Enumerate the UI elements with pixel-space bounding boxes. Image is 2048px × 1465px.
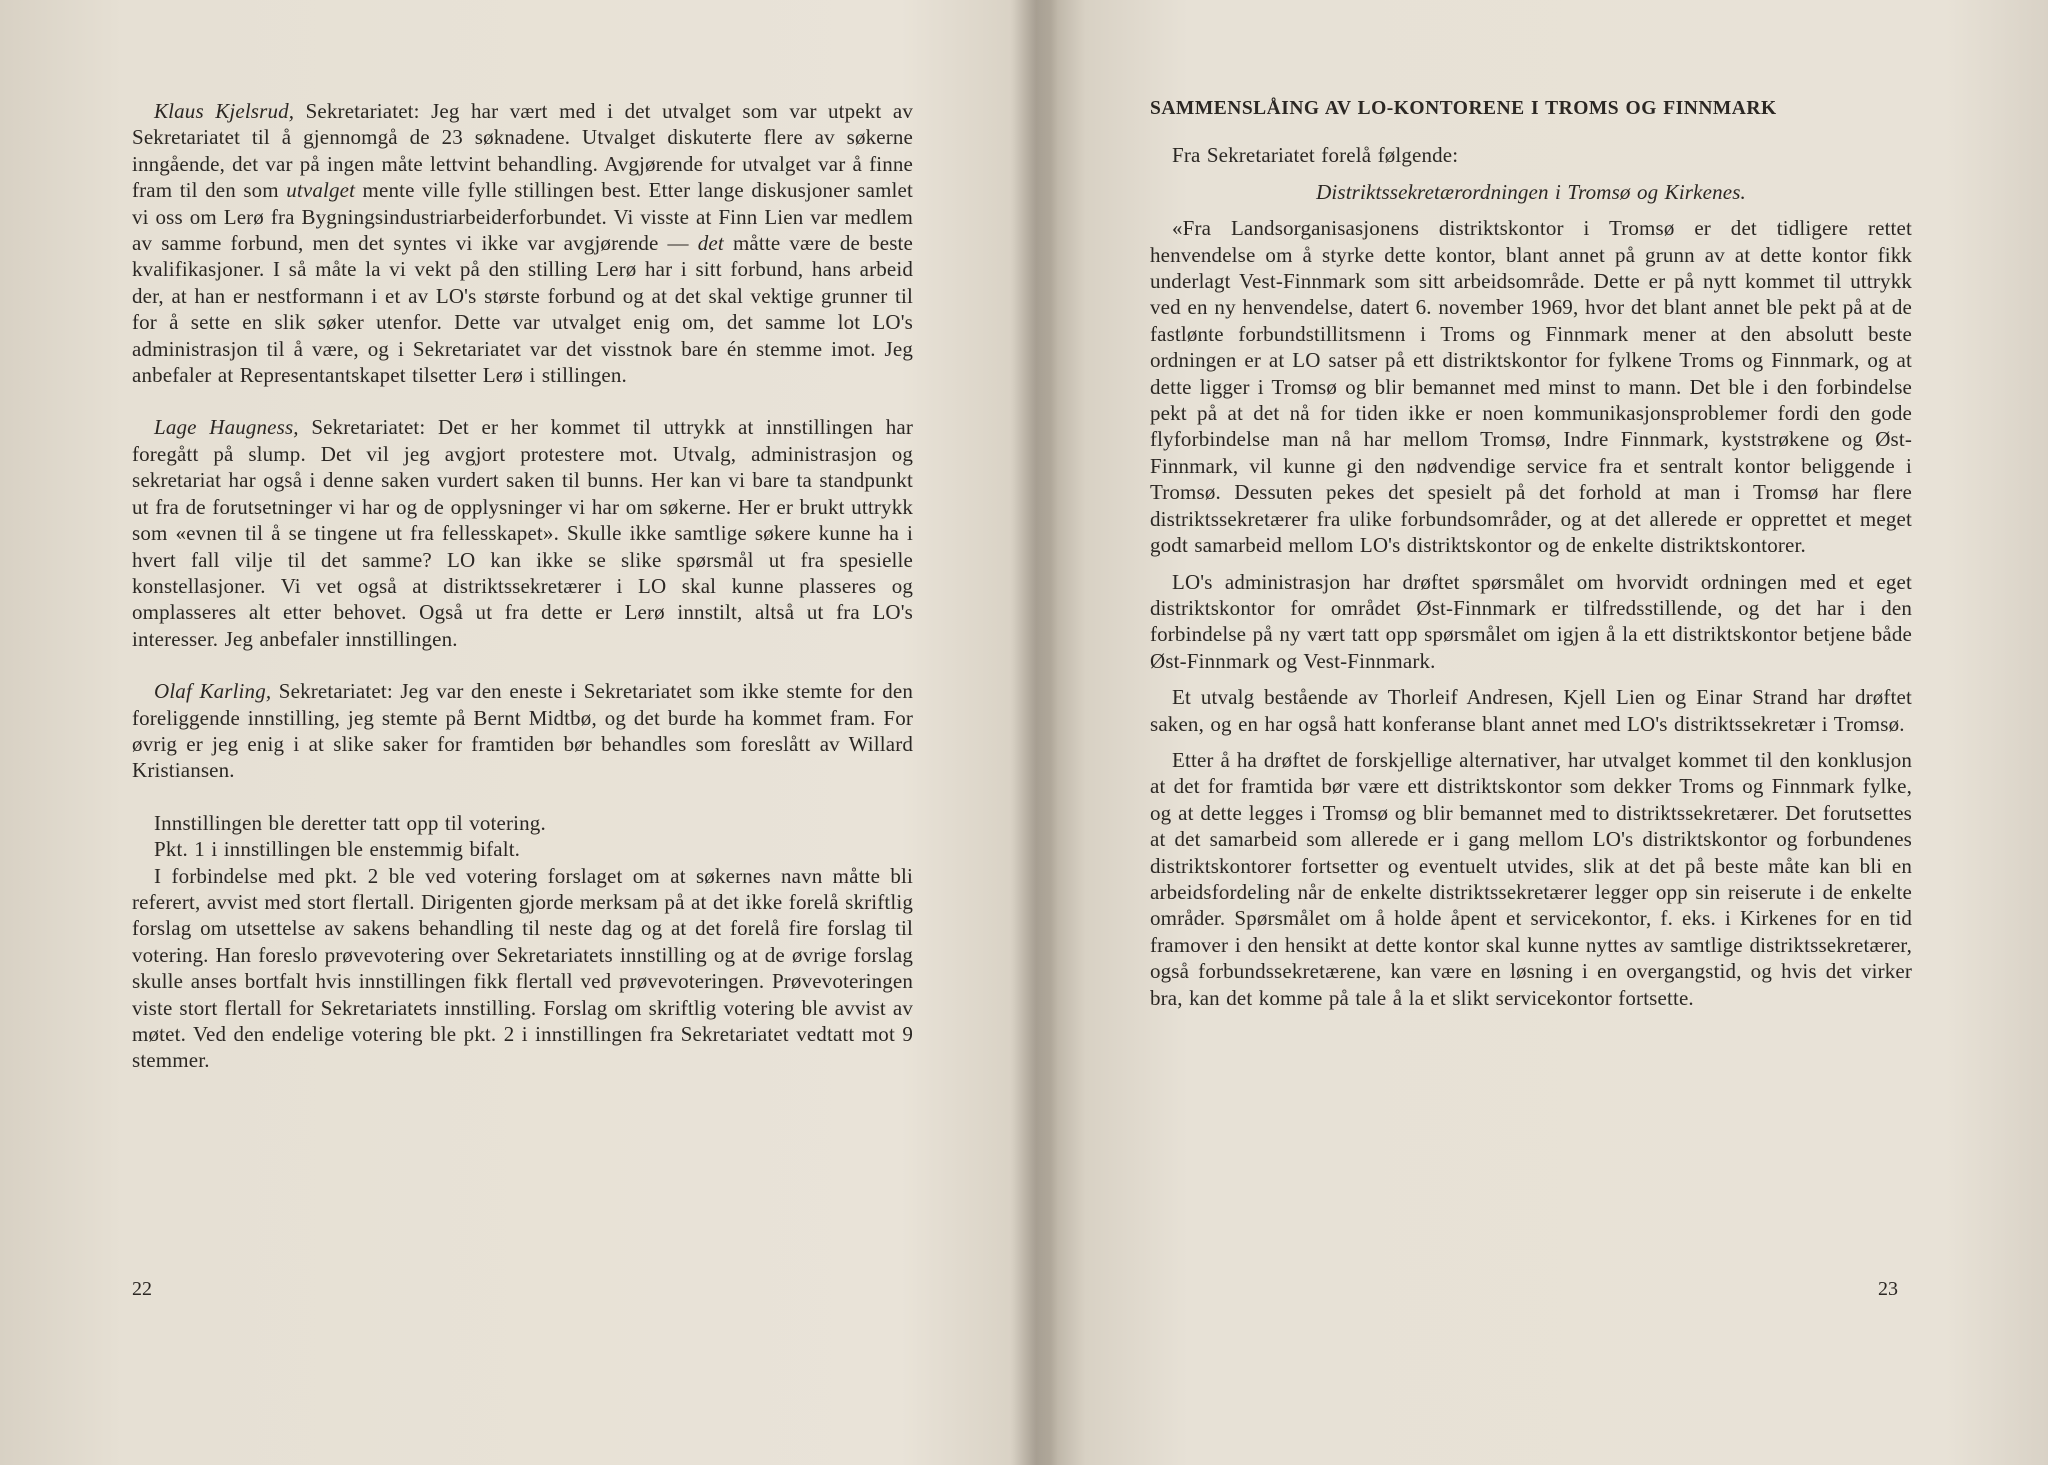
speaker-name: Klaus Kjelsrud, bbox=[154, 99, 295, 123]
body-paragraph: LO's administrasjon har drøftet spørsmålet om hvorvidt ordningen med et eget distriktskontor for området Øst-Finnmark er tilfredsstillende, og det har i den forbindelse på ny vært tatt opp spørsmålet om igjen å la ett distriktskontor betjene både Øst-Finnmark og Vest-Finnmark. bbox=[1150, 569, 1912, 673]
subheading: Distriktssekretærordningen i Tromsø og Kirkenes. bbox=[1316, 179, 1746, 204]
intro-line: Fra Sekretariatet forelå følgende: bbox=[1172, 143, 1459, 168]
right-text-column bbox=[1150, 96, 1912, 1011]
left-text-column bbox=[132, 98, 913, 1074]
voting-line: Pkt. 1 i innstillingen ble enstemmig bifalt. bbox=[154, 837, 521, 862]
voting-line: Innstillingen ble deretter tatt opp til votering. bbox=[154, 810, 546, 835]
speech-kjelsrud: Klaus Kjelsrud, Sekretariatet: Jeg har vært med i det utvalget som var utpekt av Sekretariatet til å gjennomgå de 23 søknadene. Utvalget diskuterte flere av søkerne inngående, det var på ingen måte lettvint behandling. Avgjørende for utvalget var å finne fram til den som utvalget mente ville fylle stillingen best. Etter lange diskusjoner samlet vi oss om Lerø fra Bygningsindustriarbeiderforbundet. Vi visste at Finn Lien var medlem av samme forbund, men det syntes vi ikke var avgjørende — det måtte være de beste kvalifikasjoner. I så måte la vi vekt på den stilling Lerø har i sitt forbund, hans arbeid der, at han er nestformann i et av LO's største forbund og at det skal vektige grunner til for å sette en slik søker utenfor. Dette var utvalget enig om, det samme lot LO's administrasjon til å være, og i Sekretariatet var det visstnok bare én stemme imot. Jeg anbefaler at Representantskapet tilsetter Lerø i stillingen. bbox=[132, 99, 913, 388]
voting-line: I forbindelse med pkt. 2 ble ved votering forslaget om at søkernes navn måtte bli referert, avvist med stort flertall. Dirigenten gjorde merksam på at det ikke forelå skriftlig forslag om utsettelse av sakens behandling til neste dag og at det forelå fire forslag til votering. Han foreslo prøvevotering over Sekretariatets innstilling og at de øvrige forslag skulle anses bortfalt hvis innstillingen fikk flertall ved prøvevoteringen. Prøvevoteringen viste stort flertall for Sekretariatets innstilling. Forslag om skriftlig votering ble avvist av møtet. Ved den endelige votering ble pkt. 2 i innstillingen fra Sekretariatet vedtatt mot 9 stemmer. bbox=[132, 863, 913, 1073]
speech-karling: Olaf Karling, Sekretariatet: Jeg var den eneste i Sekretariatet som ikke stemte for den foreliggende innstilling, jeg stemte på Bernt Midtbø, og det burde ha kommet fram. For øvrig er jeg enig i at slike saker for framtiden bør behandles som foreslått av Willard Kristiansen. bbox=[132, 679, 913, 783]
right-page bbox=[1030, 0, 2048, 1465]
page-number: 23 bbox=[1878, 1278, 1898, 1300]
speaker-name: Lage Haugness, bbox=[154, 415, 299, 440]
speaker-name: Olaf Karling, bbox=[154, 679, 272, 704]
body-paragraph: Etter å ha drøftet de forskjellige alternativer, har utvalget kommet til den konklusjon at det for framtida bør være ett distriktskontor som dekker Troms og Finnmark fylke, og at dette legges i Tromsø og blir bemannet med to distriktssekretærer. Det forutsettes at det samarbeid som allerede er i gang mellom LO's distriktskontor og forbundenes distriktskontorer fortsetter og eventuelt utvides, slik at det på beste måte kan bli en arbeidsfordeling når de enkelte distriktssekretærer legger opp sin reiserute i de enkelte områder. Spørsmålet om å holde åpent et servicekontor, f. eks. i Kirkenes for en tid framover i den hensikt at dette kontor skal kunne nyttes av samtlige distriktssekretærer, også forbundssekretærene, kan være en løsning i en overgangstid, og hvis det virker bra, kan det komme på tale å la et slikt servicekontor fortsette. bbox=[1150, 747, 1912, 1010]
body-paragraph: Et utvalg bestående av Thorleif Andresen, Kjell Lien og Einar Strand har drøftet saken, og en har også hatt konferanse blant annet med LO's distriktssekretær i Tromsø. bbox=[1150, 685, 1912, 736]
page-number: 22 bbox=[132, 1278, 152, 1300]
section-heading: SAMMENSLÅING AV LO-KONTORENE I TROMS OG FINNMARK bbox=[1150, 98, 1777, 119]
body-paragraph: «Fra Landsorganisasjonens distriktskontor i Tromsø er det tidligere rettet henvendelse om å styrke dette kontor, blant annet på grunn av at dette kontor fikk underlagt Vest-Finnmark som sitt arbeidsområde. Dette er på nytt kommet til uttrykk ved en ny henvendelse, datert 6. november 1969, hvor det blant annet ble pekt på at de fastlønte forbundstillitsmenn i Troms og Finnmark mener at den absolutt beste ordningen er at LO satser på ett distriktskontor for fylkene Troms og Finnmark, og at dette ligger i Tromsø og blir bemannet med minst to mann. Det ble i den forbindelse pekt på at det nå for tiden ikke er noen kommunikasjonsproblemer fordi den gode flyforbindelse man nå har mellom Tromsø, Indre Finnmark, kyststrøkene og Øst-Finnmark, vil kunne gi den nødvendige service fra et sentralt kontor beliggende i Tromsø. Dessuten pekes det spesielt på det forhold at man i Tromsø har flere distriktssekretærer fra ulike forbundsområder, og at det allerede er opprettet et meget godt samarbeid mellom LO's distriktskontor og de enkelte distriktskontorer. bbox=[1150, 216, 1912, 558]
speech-haugness: Lage Haugness, Sekretariatet: Det er her kommet til uttrykk at innstillingen har foregått på slump. Det vil jeg avgjort protestere mot. Utvalg, administrasjon og sekretariat har også i denne saken vurdert saken til bunns. Her kan vi bare ta standpunkt ut fra de forutsetninger vi har og de opplysninger vi har om søkerne. Her er brukt uttrykk som «evnen til å se tingene ut fra fellesskapet». Skulle ikke samtlige søkere kunne ha i hvert fall vilje til det samme? LO kan ikke se slike spørsmål ut fra spesielle konstellasjoner. Vi vet også at distriktssekretærer i LO skal kunne plasseres og omplasseres alt etter behovet. Også ut fra dette er Lerø innstilt, altså ut fra LO's interesser. Jeg anbefaler innstillingen. bbox=[132, 415, 913, 651]
